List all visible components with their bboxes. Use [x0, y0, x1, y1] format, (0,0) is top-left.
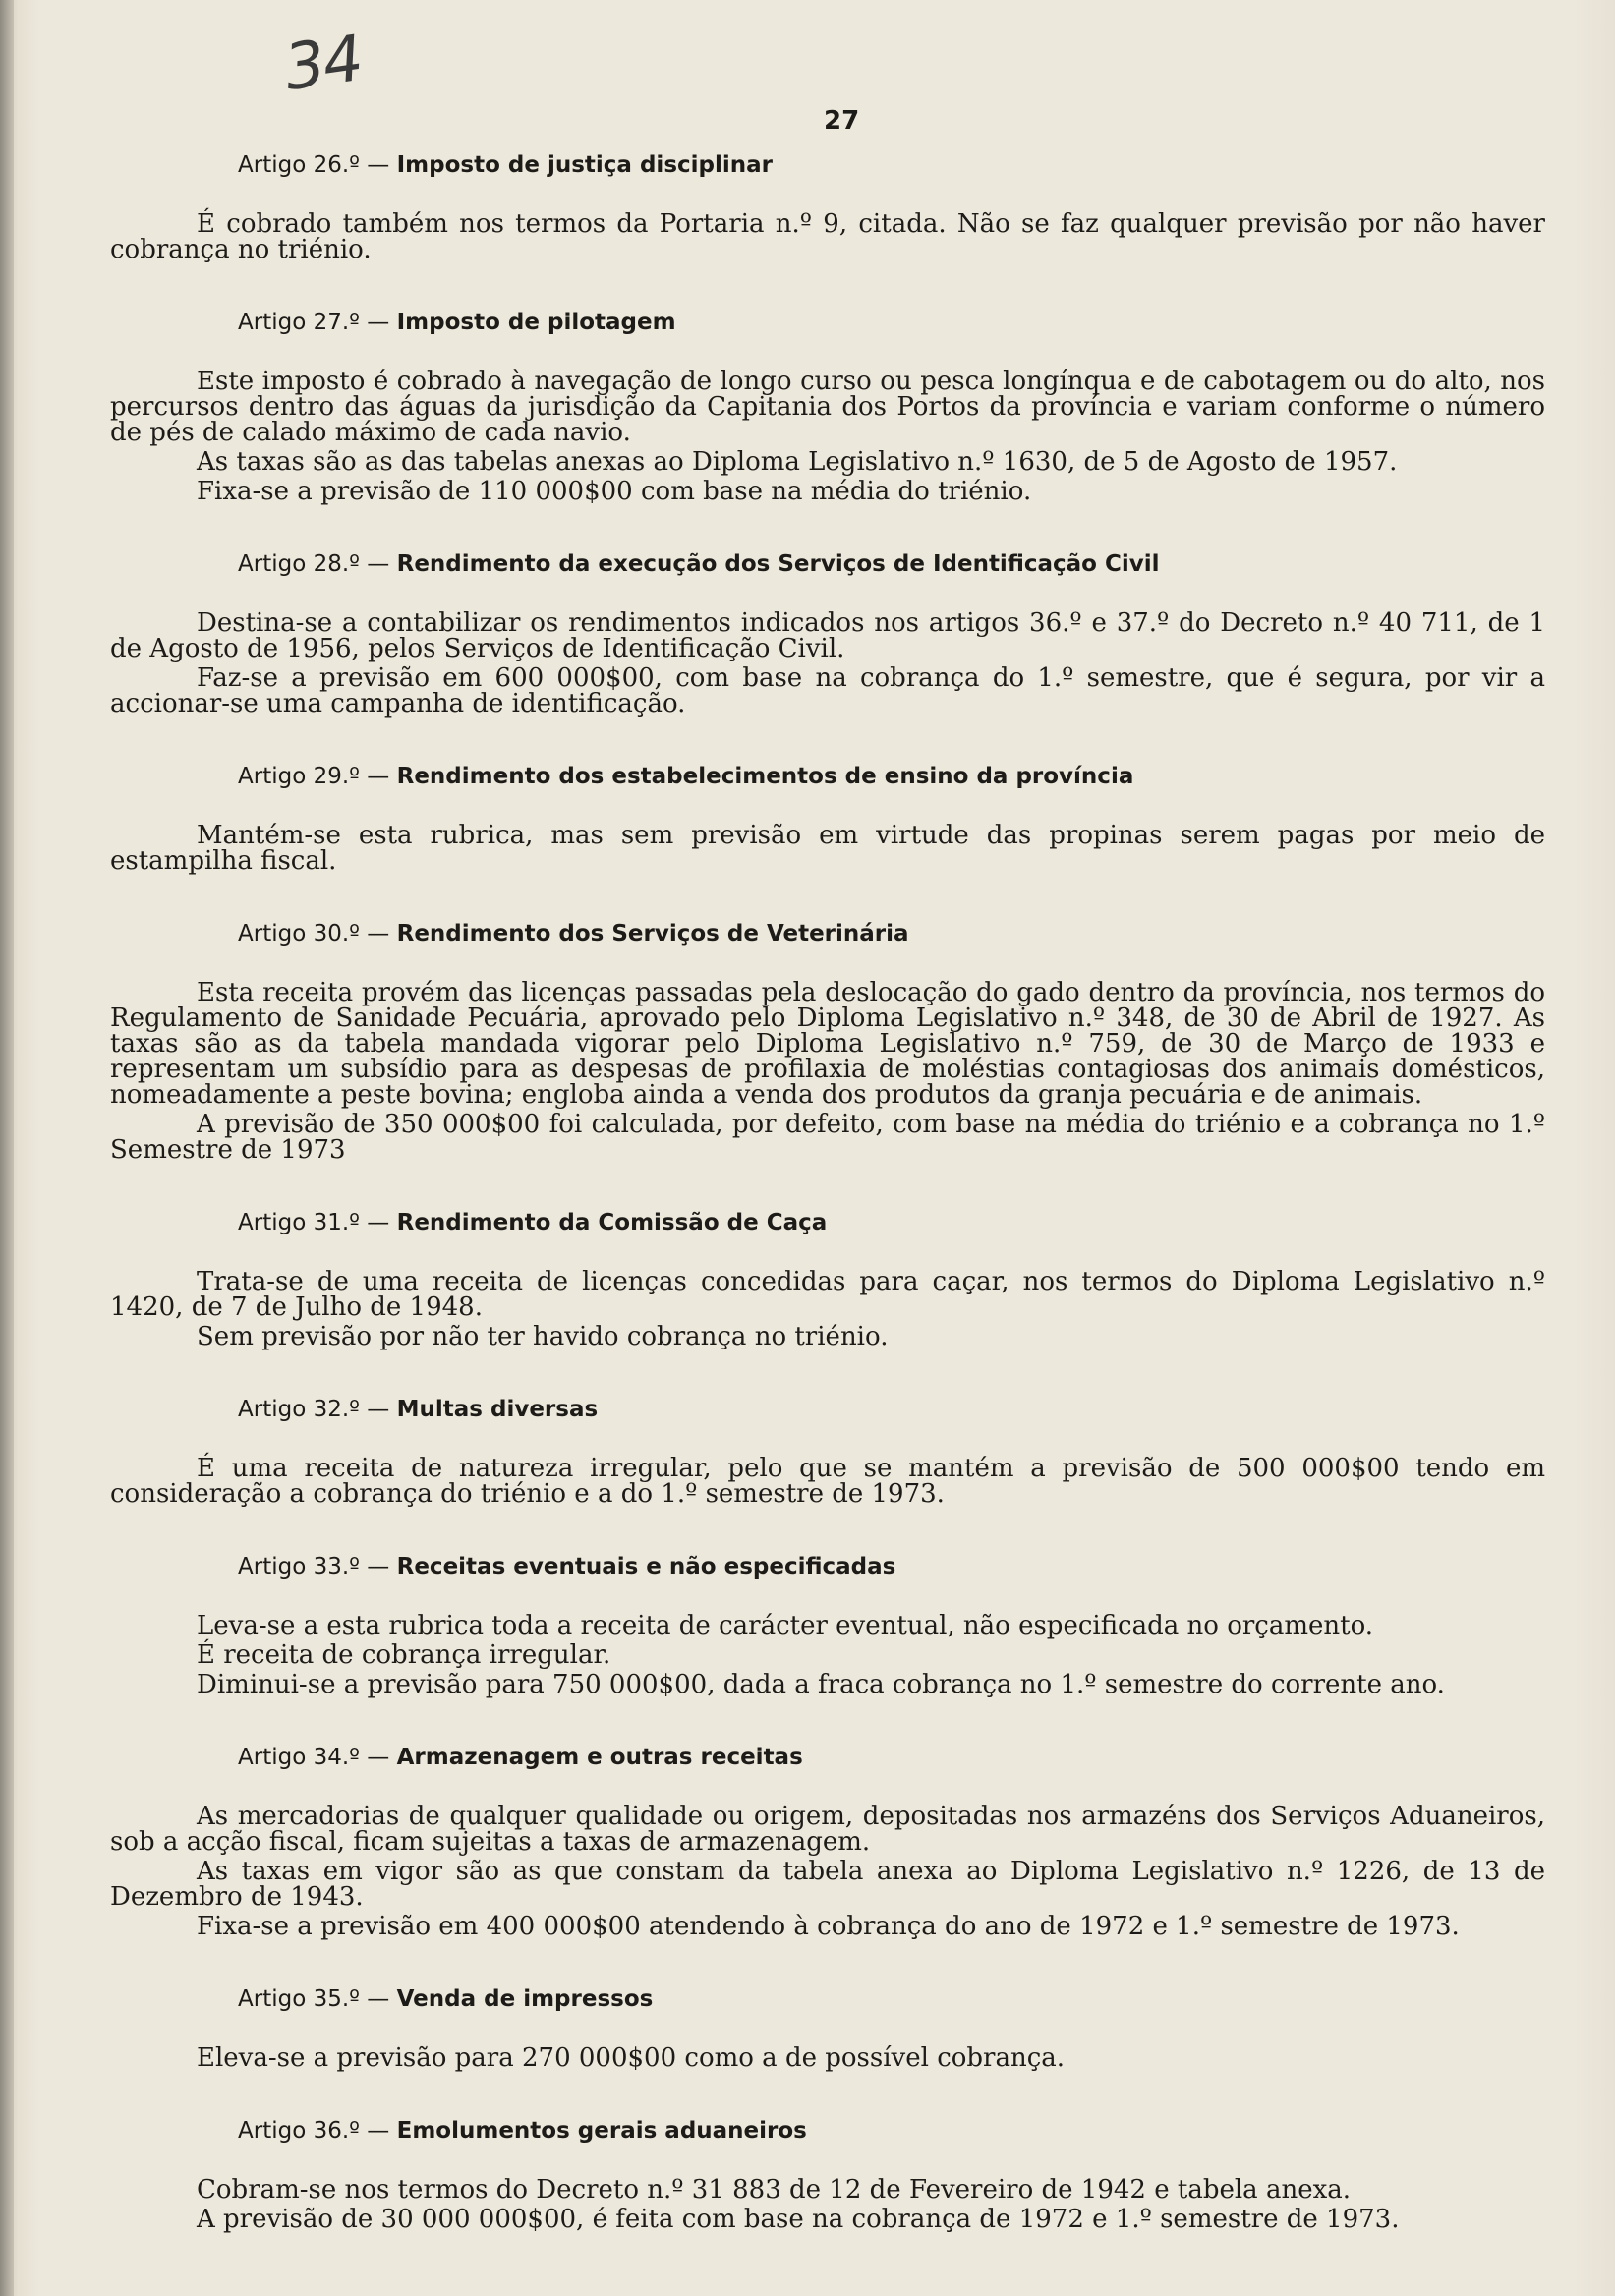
article-title: Armazenagem e outras receitas — [396, 1745, 803, 1770]
article-paragraph: Fixa-se a previsão de 110 000$00 com base na média do triénio. — [197, 477, 1032, 506]
article-section — [110, 1986, 1545, 2118]
article-section — [110, 310, 1545, 551]
article-number: Artigo 30.º — — [238, 921, 390, 947]
article-heading — [238, 764, 1545, 789]
article-title: Imposto de justiça disciplinar — [396, 152, 773, 178]
article-section — [110, 1554, 1545, 1745]
article-paragraph: Esta receita provém das licenças passadas pela deslocação do gado dentro da província, nos termos do Regulamento de Sanidade Pecuária, aprovado pelo Diploma Legislativo n.º 348, de 30 de Abril de 1927. As taxas são as da tabela mandada vigorar pelo Diploma Legislativo n.º 759, de 30 de Março de 1933 e representam um subsídio para as despesas de profilaxia de moléstias contagiosas dos animais domésticos, nomeadamente a peste bovina; engloba ainda a venda dos produtos da granja pecuária e de animais. — [110, 978, 1545, 1110]
article-section — [110, 1210, 1545, 1397]
article-section — [110, 1745, 1545, 1986]
article-title: Multas diversas — [396, 1397, 599, 1422]
article-heading — [238, 1986, 1545, 2012]
article-title: Receitas eventuais e não especificadas — [396, 1554, 896, 1579]
article-section — [110, 152, 1545, 310]
article-paragraph: É cobrado também nos termos da Portaria n.º 9, citada. Não se faz qualquer previsão por não haver cobrança no triénio. — [110, 209, 1545, 264]
article-heading — [238, 1397, 1545, 1422]
binding-edge — [0, 0, 14, 2296]
article-number: Artigo 32.º — — [238, 1397, 390, 1422]
article-paragraph: Mantém-se esta rubrica, mas sem previsão em virtude das propinas serem pagas por meio de estampilha fiscal. — [110, 821, 1545, 876]
article-number: Artigo 35.º — — [238, 1986, 390, 2012]
handwritten-folio-mark: 34 — [280, 22, 367, 106]
article-title: Rendimento da Comissão de Caça — [396, 1210, 828, 1235]
article-section — [110, 1397, 1545, 1554]
article-paragraph: Fixa-se a previsão em 400 000$00 atendendo à cobrança do ano de 1972 e 1.º semestre de 1973. — [197, 1912, 1460, 1941]
article-paragraph: Diminui-se a previsão para 750 000$00, dada a fraca cobrança no 1.º semestre do corrente ano. — [197, 1670, 1445, 1699]
article-paragraph: Trata-se de uma receita de licenças concedidas para caçar, nos termos do Diploma Legislativo n.º 1420, de 7 de Julho de 1948. — [110, 1267, 1545, 1322]
article-title: Emolumentos gerais aduaneiros — [396, 2118, 807, 2144]
article-number: Artigo 36.º — — [238, 2118, 390, 2144]
article-paragraph: Destina-se a contabilizar os rendimentos indicados nos artigos 36.º e 37.º do Decreto n.º 40 711, de 1 de Agosto de 1956, pelos Serviços de Identificação Civil. — [110, 608, 1545, 663]
article-heading — [238, 152, 1545, 178]
article-number: Artigo 31.º — — [238, 1210, 390, 1235]
article-paragraph: As mercadorias de qualquer qualidade ou origem, depositadas nos armazéns dos Serviços Aduaneiros, sob a acção fiscal, ficam sujeitas a taxas de armazenagem. — [110, 1802, 1545, 1857]
article-number: Artigo 27.º — — [238, 310, 390, 335]
article-heading — [238, 921, 1545, 947]
article-paragraph: Leva-se a esta rubrica toda a receita de carácter eventual, não especificada no orçamento. — [197, 1611, 1374, 1640]
article-paragraph: As taxas são as das tabelas anexas ao Diploma Legislativo n.º 1630, de 5 de Agosto de 1957. — [197, 447, 1398, 477]
article-paragraph: Cobram-se nos termos do Decreto n.º 31 883 de 12 de Fevereiro de 1942 e tabela anexa. — [197, 2175, 1352, 2205]
document-body — [110, 152, 1545, 2279]
article-heading — [238, 310, 1545, 335]
article-paragraph: Eleva-se a previsão para 270 000$00 como a de possível cobrança. — [197, 2043, 1066, 2073]
article-title: Rendimento da execução dos Serviços de Identificação Civil — [396, 551, 1160, 577]
article-heading — [238, 1554, 1545, 1579]
article-title: Rendimento dos estabelecimentos de ensino da província — [396, 764, 1134, 789]
article-heading — [238, 1745, 1545, 1770]
article-number: Artigo 28.º — — [238, 551, 390, 577]
article-number: Artigo 26.º — — [238, 152, 390, 178]
article-paragraph: Faz-se a previsão em 600 000$00, com base na cobrança do 1.º semestre, que é segura, por vir a accionar-se uma campanha de identificação. — [110, 663, 1545, 718]
article-title: Venda de impressos — [396, 1986, 654, 2012]
article-heading — [238, 551, 1545, 577]
article-section — [110, 921, 1545, 1210]
article-paragraph: Este imposto é cobrado à navegação de longo curso ou pesca longínqua e de cabotagem ou do alto, nos percursos dentro das águas da jurisdição da Capitania dos Portos da província e variam conforme o número de pés de calado máximo de cada navio. — [110, 367, 1545, 447]
article-number: Artigo 34.º — — [238, 1745, 390, 1770]
article-paragraph: As taxas em vigor são as que constam da tabela anexa ao Diploma Legislativo n.º 1226, de 13 de Dezembro de 1943. — [110, 1857, 1545, 1912]
article-paragraph: É uma receita de natureza irregular, pelo que se mantém a previsão de 500 000$00 tendo em consideração a cobrança do triénio e a do 1.º semestre de 1973. — [110, 1454, 1545, 1509]
article-paragraph: A previsão de 30 000 000$00, é feita com base na cobrança de 1972 e 1.º semestre de 1973. — [197, 2205, 1400, 2234]
article-heading — [238, 1210, 1545, 1235]
article-heading — [238, 2118, 1545, 2144]
page-number: 27 — [824, 106, 860, 136]
article-section — [110, 2118, 1545, 2279]
article-section — [110, 764, 1545, 921]
article-number: Artigo 29.º — — [238, 764, 390, 789]
article-paragraph: A previsão de 350 000$00 foi calculada, por defeito, com base na média do triénio e a cobrança no 1.º Semestre de 1973 — [110, 1110, 1545, 1165]
article-title: Imposto de pilotagem — [396, 310, 676, 335]
article-paragraph: É receita de cobrança irregular. — [197, 1640, 611, 1670]
article-section — [110, 551, 1545, 764]
article-paragraph: Sem previsão por não ter havido cobrança no triénio. — [197, 1322, 889, 1351]
article-number: Artigo 33.º — — [238, 1554, 390, 1579]
article-title: Rendimento dos Serviços de Veterinária — [396, 921, 909, 947]
